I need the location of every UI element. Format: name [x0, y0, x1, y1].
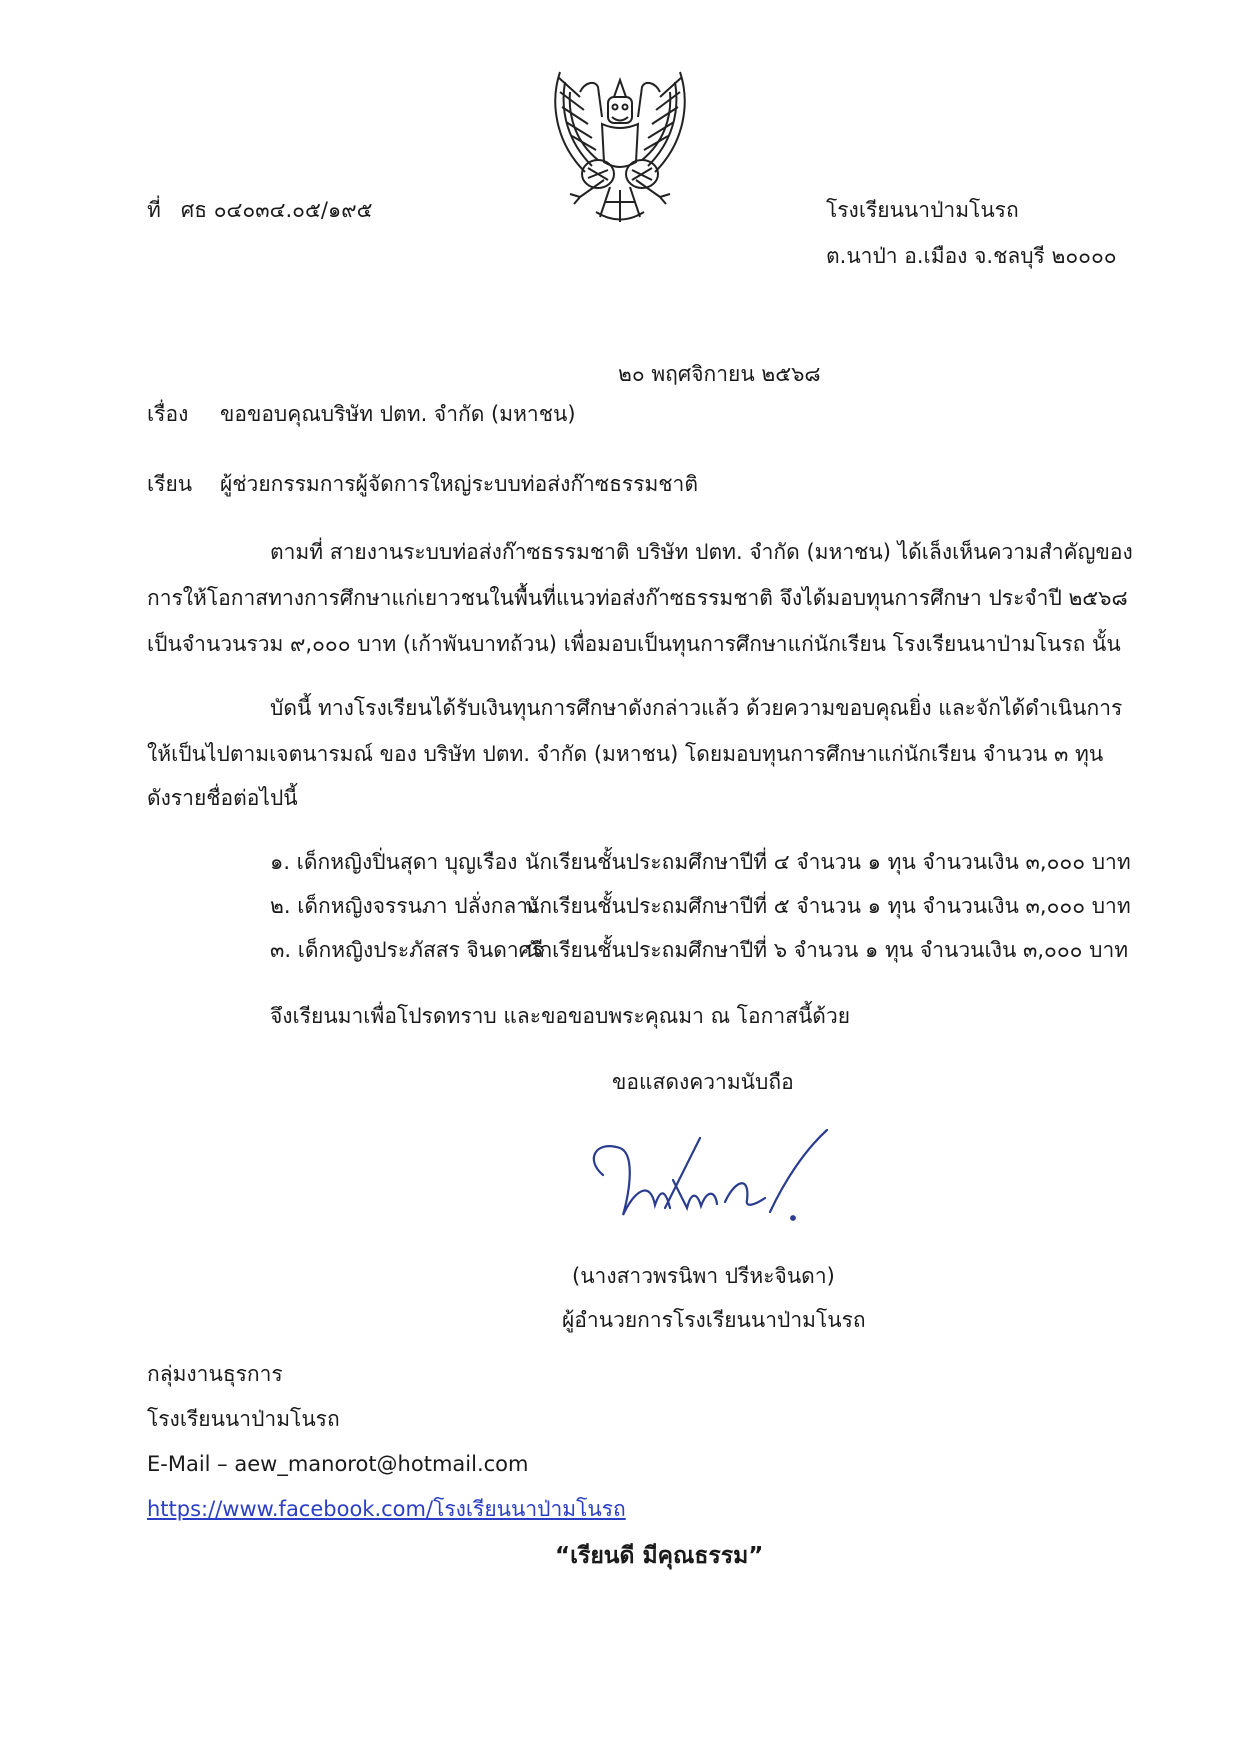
- footer-school: โรงเรียนนาป่ามโนรถ: [147, 1407, 340, 1431]
- footer-email: E-Mail – aew_manorot@hotmail.com: [147, 1452, 529, 1476]
- garuda-emblem-icon: [540, 62, 700, 227]
- signatory-name: (นางสาวพรนิพา ปรีหะจินดา): [572, 1264, 835, 1288]
- recipient-text: ผู้ช่วยกรรมการผู้จัดการใหญ่ระบบท่อส่งก๊าซธรรมชาติ: [220, 472, 698, 496]
- list-item-detail: นักเรียนชั้นประถมศึกษาปีที่ ๖ จำนวน ๑ ทุน จำนวนเงิน ๓,๐๐๐ บาท: [525, 938, 1129, 962]
- paragraph1-line2: การให้โอกาสทางการศึกษาแก่เยาวชนในพื้นที่แนวท่อส่งก๊าซธรรมชาติ จึงได้มอบทุนการศึกษา ประจำปี ๒๕๖๘: [147, 586, 1128, 610]
- list-item-name: ๒. เด็กหญิงจรรนภา ปลั่งกลาง: [270, 894, 539, 918]
- closing-sentence: จึงเรียนมาเพื่อโปรดทราบ และขอขอบพระคุณมา ณ โอกาสนี้ด้วย: [270, 1004, 851, 1028]
- letter-date: ๒๐ พฤศจิกายน ๒๕๖๘: [618, 362, 821, 386]
- recipient-label: เรียน: [147, 472, 193, 496]
- list-item-name: ๑. เด็กหญิงปิ่นสุดา บุญเรือง: [270, 850, 518, 874]
- school-address: ต.นาป่า อ.เมือง จ.ชลบุรี ๒๐๐๐๐: [826, 244, 1117, 268]
- reference-number: ศธ ๐๔๐๓๔.๐๕/๑๙๕: [180, 198, 373, 222]
- list-item-name: ๓. เด็กหญิงประภัสสร จินดาศรี: [270, 938, 544, 962]
- signature-icon: [575, 1120, 835, 1230]
- paragraph2-line2: ให้เป็นไปตามเจตนารมณ์ ของ บริษัท ปตท. จำกัด (มหาชน) โดยมอบทุนการศึกษาแก่นักเรียน จำนวน ๓ ทุน: [147, 742, 1104, 766]
- school-motto: “เรียนดี มีคุณธรรม”: [555, 1543, 764, 1569]
- paragraph2-line3: ดังรายชื่อต่อไปนี้: [147, 786, 298, 810]
- paragraph2-line1: บัดนี้ ทางโรงเรียนได้รับเงินทุนการศึกษาดังกล่าวแล้ว ด้วยความขอบคุณยิ่ง และจักได้ดำเนินการ: [270, 696, 1123, 720]
- school-name: โรงเรียนนาป่ามโนรถ: [826, 198, 1019, 222]
- list-item-detail: นักเรียนชั้นประถมศึกษาปีที่ ๕ จำนวน ๑ ทุน จำนวนเงิน ๓,๐๐๐ บาท: [525, 894, 1131, 918]
- facebook-link[interactable]: https://www.facebook.com/โรงเรียนนาป่ามโนรถ: [147, 1497, 626, 1521]
- paragraph1-line3: เป็นจำนวนรวม ๙,๐๐๐ บาท (เก้าพันบาทถ้วน) เพื่อมอบเป็นทุนการศึกษาแก่นักเรียน โรงเรียนนาป่ามโนรถ นั้น: [147, 632, 1121, 656]
- subject-label: เรื่อง: [147, 402, 189, 426]
- subject-text: ขอขอบคุณบริษัท ปตท. จำกัด (มหาชน): [220, 402, 576, 426]
- reference-line: [147, 196, 373, 224]
- paragraph1-line1: ตามที่ สายงานระบบท่อส่งก๊าซธรรมชาติ บริษัท ปตท. จำกัด (มหาชน) ได้เล็งเห็นความสำคัญของ: [270, 540, 1133, 564]
- reference-label: ที่: [147, 198, 161, 222]
- footer-department: กลุ่มงานธุรการ: [147, 1362, 283, 1386]
- signatory-position: ผู้อำนวยการโรงเรียนนาป่ามโนรถ: [562, 1308, 866, 1332]
- salutation: ขอแสดงความนับถือ: [612, 1070, 794, 1094]
- list-item-detail: นักเรียนชั้นประถมศึกษาปีที่ ๔ จำนวน ๑ ทุน จำนวนเงิน ๓,๐๐๐ บาท: [525, 850, 1131, 874]
